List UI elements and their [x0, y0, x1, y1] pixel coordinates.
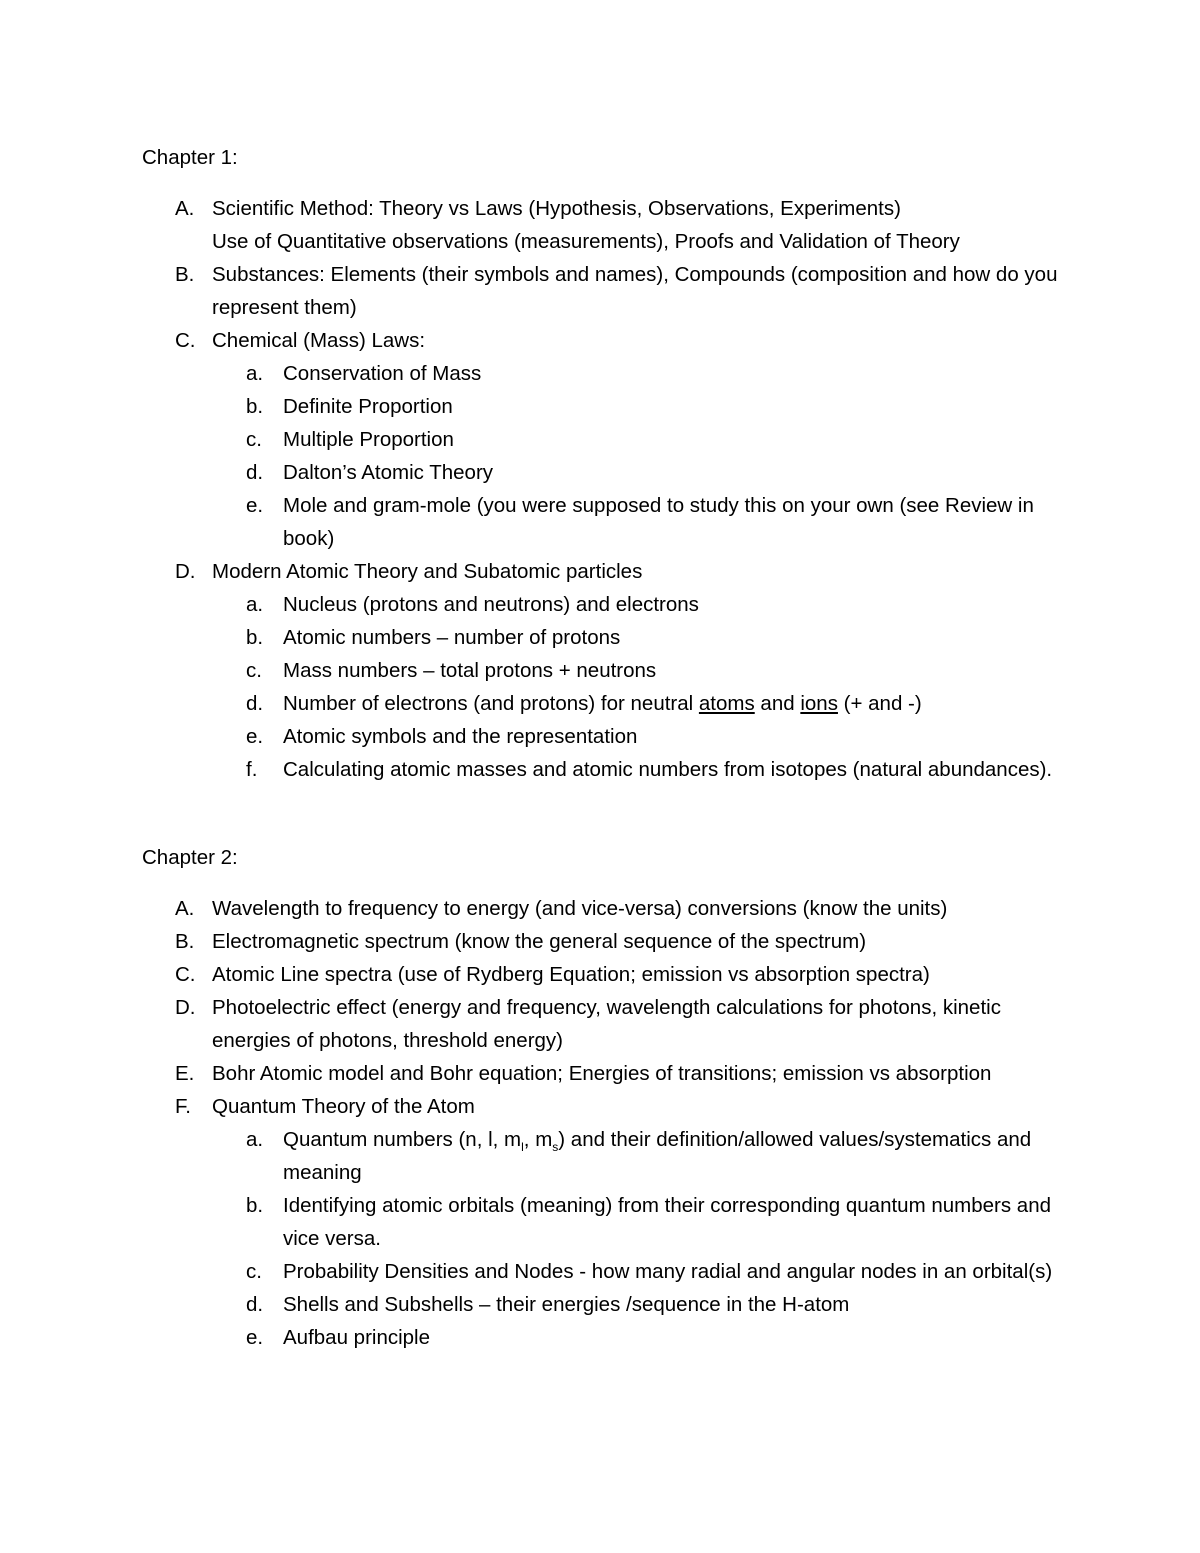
- chapter-2-outline: [0, 892, 1200, 1354]
- outline-subitem-1D-e: [0, 720, 1200, 753]
- outline-item-1B: [0, 258, 1200, 324]
- subitem-text: Probability Densities and Nodes - how many radial and angular nodes in an orbital(s): [283, 1260, 1053, 1283]
- outline-item-2B: [0, 925, 1200, 958]
- outline-subitem-1D-f: [0, 753, 1200, 786]
- item-label: C.: [175, 963, 196, 986]
- subitem-text-part: , m: [523, 1128, 553, 1151]
- item-label: D.: [175, 560, 196, 583]
- subitem-text-part: (+ and -): [837, 692, 922, 715]
- outline-subitem-1C-b: [0, 390, 1200, 423]
- outline-subitem-1D-d: [0, 687, 1200, 720]
- subitem-text: Calculating atomic masses and atomic numbers from isotopes (natural abundances).: [283, 758, 1053, 781]
- subitem-label: a.: [246, 593, 264, 616]
- outline-subitem-1C-e: [0, 489, 1200, 555]
- item-label: B.: [175, 930, 195, 953]
- item-label: B.: [175, 263, 195, 286]
- chapter-2-heading: Chapter 2:: [142, 846, 238, 869]
- subitem-text: Aufbau principle: [283, 1326, 431, 1349]
- subitem-text-part: Number of electrons (and protons) for neutral: [283, 692, 699, 715]
- outline-subitem-1D-c: [0, 654, 1200, 687]
- subitem-text: Nucleus (protons and neutrons) and electrons: [283, 593, 699, 616]
- outline-item-2F: [0, 1090, 1200, 1123]
- outline-subitem-1D-a: [0, 588, 1200, 621]
- subitem-text: Mole and gram-mole (you were supposed to study this on your own (see Review in book): [283, 494, 1034, 550]
- subitem-text: Shells and Subshells – their energies /sequence in the H-atom: [283, 1293, 850, 1316]
- item-text: Wavelength to frequency to energy (and vice-versa) conversions (know the units): [212, 897, 948, 920]
- item-label: D.: [175, 996, 196, 1019]
- item-text: Bohr Atomic model and Bohr equation; Energies of transitions; emission vs absorption: [212, 1062, 992, 1085]
- outline-subitem-2F-c: [0, 1255, 1200, 1288]
- outline-item-2E: [0, 1057, 1200, 1090]
- subitem-label: c.: [246, 659, 262, 682]
- item-text: Atomic Line spectra (use of Rydberg Equation; emission vs absorption spectra): [212, 963, 930, 986]
- item-text: Electromagnetic spectrum (know the general sequence of the spectrum): [212, 930, 867, 953]
- subitem-label: b.: [246, 395, 264, 418]
- item-text: Substances: Elements (their symbols and names), Compounds (composition and how do you represent them): [212, 263, 1058, 319]
- subitem-text: Atomic symbols and the representation: [283, 725, 638, 748]
- item-text: Modern Atomic Theory and Subatomic particles: [212, 560, 643, 583]
- underlined-term-ions: ions: [800, 692, 838, 715]
- item-text: Quantum Theory of the Atom: [212, 1095, 475, 1118]
- item-label: C.: [175, 329, 196, 352]
- chapter-1-outline: [0, 192, 1200, 786]
- item-label: A.: [175, 897, 195, 920]
- subitem-text: Dalton’s Atomic Theory: [283, 461, 494, 484]
- subitem-label: e.: [246, 1326, 264, 1349]
- outline-subitem-1C-a: [0, 357, 1200, 390]
- subitem-text: Multiple Proportion: [283, 428, 454, 451]
- item-text: Photoelectric effect (energy and frequency, wavelength calculations for photons, kinetic energies of photons, threshold energy): [212, 996, 1001, 1052]
- outline-subitem-1C-c: [0, 423, 1200, 456]
- outline-item-2C: [0, 958, 1200, 991]
- subitem-text: Identifying atomic orbitals (meaning) from their corresponding quantum numbers and vice versa.: [283, 1194, 1051, 1250]
- subitem-text: Conservation of Mass: [283, 362, 482, 385]
- item-label: E.: [175, 1062, 195, 1085]
- underlined-term-atoms: atoms: [698, 692, 755, 715]
- subitem-label: c.: [246, 1260, 262, 1283]
- subscript-l: l: [521, 1140, 524, 1155]
- subitem-text: Definite Proportion: [283, 395, 453, 418]
- subitem-label: e.: [246, 494, 264, 517]
- outline-subitem-1C-d: [0, 456, 1200, 489]
- item-text: Chemical (Mass) Laws:: [212, 329, 426, 352]
- outline-item-2A: [0, 892, 1200, 925]
- subitem-text-part: and: [754, 692, 801, 715]
- outline-item-1A: [0, 192, 1200, 258]
- subitem-text: [283, 1123, 1063, 1189]
- outline-subitem-2F-b: [0, 1189, 1200, 1255]
- subitem-label: e.: [246, 725, 264, 748]
- outline-item-2D: [0, 991, 1200, 1057]
- subitem-text: [283, 687, 1063, 720]
- item-text: Scientific Method: Theory vs Laws (Hypothesis, Observations, Experiments): [212, 197, 901, 220]
- chapter-1-heading: Chapter 1:: [142, 146, 238, 169]
- item-label: F.: [175, 1095, 191, 1118]
- outline-item-1D: [0, 555, 1200, 588]
- outline-subitem-2F-a: [0, 1123, 1200, 1189]
- outline-subitem-2F-e: [0, 1321, 1200, 1354]
- item-label: A.: [175, 197, 195, 220]
- subitem-label: b.: [246, 1194, 264, 1217]
- subitem-text: Mass numbers – total protons + neutrons: [283, 659, 657, 682]
- subitem-text-part: ) and their definition/allowed values/systematics and meaning: [283, 1128, 1032, 1184]
- subscript-s: s: [552, 1140, 559, 1155]
- subitem-label: d.: [246, 692, 264, 715]
- subitem-text: Atomic numbers – number of protons: [283, 626, 621, 649]
- subitem-label: f.: [246, 758, 258, 781]
- item-text-continued: Use of Quantitative observations (measurements), Proofs and Validation of Theory: [212, 230, 960, 253]
- subitem-text-part: Quantum numbers (n, l, m: [283, 1128, 522, 1151]
- outline-subitem-2F-d: [0, 1288, 1200, 1321]
- subitem-label: d.: [246, 1293, 264, 1316]
- outline-subitem-1D-b: [0, 621, 1200, 654]
- subitem-label: a.: [246, 1128, 264, 1151]
- subitem-label: a.: [246, 362, 264, 385]
- subitem-label: b.: [246, 626, 264, 649]
- outline-item-1C: [0, 324, 1200, 357]
- subitem-label: d.: [246, 461, 264, 484]
- subitem-label: c.: [246, 428, 262, 451]
